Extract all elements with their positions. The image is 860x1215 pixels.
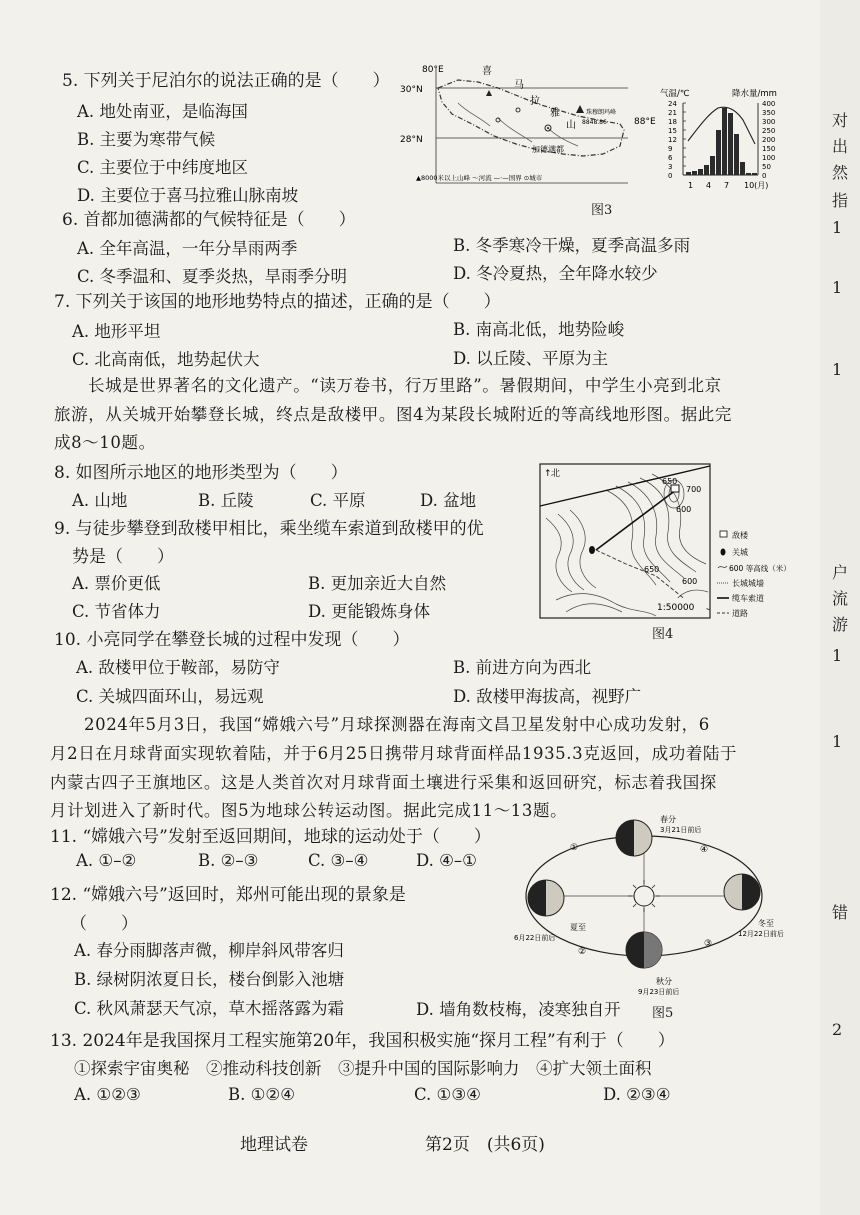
earth-autumn (626, 932, 662, 968)
temp-tick-label: 12 (668, 136, 677, 144)
everest-label: 珠穆朗玛峰 (586, 109, 617, 116)
legend-wall: 长城城墙 (732, 579, 764, 588)
precip-axis-label: 降水量/mm (732, 89, 777, 99)
q11-option-b: B. ②–③ (198, 851, 259, 870)
passage-2-line-4: 月计划进入了新时代。图5为地球公转运动图。据此完成11～13题。 (50, 801, 568, 820)
q13-stem: 13. 2024年是我国探月工程实施第20年，我国积极实施“探月工程”有利于（ ） (50, 1031, 675, 1051)
figure-3-caption: 图3 (591, 203, 613, 218)
q7-option-c: C. 北高南低，地势起伏大 (72, 350, 260, 369)
himalaya-char-5: 山 (566, 120, 576, 131)
figure-4 (536, 460, 816, 640)
q9-stem-line-2: 势是（ ） (72, 547, 174, 567)
lat30-label: 30°N (400, 85, 423, 95)
q7-stem: 7. 下列关于该国的地形地势特点的描述，正确的是（ ） (54, 292, 501, 312)
q5-option-a: A. 地处南亚，是临海国 (77, 102, 248, 121)
q13-option-a: A. ①②③ (74, 1085, 141, 1104)
passage-1-line-1: 长城是世界著名的文化遗产。“读万卷书，行万里路”。暑假期间，中学生小亮到北京 (88, 376, 722, 395)
edge-char: 1 (832, 732, 843, 751)
spring-label: 春分 (660, 815, 676, 824)
lon80-label: 80°E (422, 65, 444, 75)
q5-option-d: D. 主要位于喜马拉雅山脉南坡 (77, 186, 299, 205)
precip-bar (710, 156, 715, 175)
passage-2-line-3: 内蒙古四子王旗地区。这是人类首次对月球背面土壤进行采集和返回研究，标志着我国探 (50, 773, 717, 792)
winter-date: 12月22日前后 (738, 930, 784, 938)
month-tick-label: 1 (688, 181, 694, 190)
edge-char: 然 (832, 163, 849, 182)
figure-4-legend (717, 530, 791, 618)
q5-option-b: B. 主要为寒带气候 (77, 130, 216, 149)
precip-bar (716, 130, 721, 175)
q12-stem-line-2: （ ） (70, 914, 138, 934)
precip-tick-label: 100 (762, 154, 776, 162)
q12-stem-line-1: 12. “嫦娥六号”返回时，郑州可能出现的景象是 (50, 885, 406, 905)
q9-stem-line-1: 9. 与徒步攀登到敌楼甲相比，乘坐缆车索道到敌楼甲的优 (54, 519, 484, 539)
q11-option-d: D. ④–① (416, 851, 477, 870)
nepal-map (400, 64, 656, 183)
q8-option-c: C. 平原 (310, 491, 366, 510)
himalaya-char-1: 喜 (482, 66, 492, 77)
passage-2-line-2: 月2日在月球背面实现软着陆，并于6月25日携带月球背面样品1935.3克返回，成功着陆于 (50, 744, 738, 763)
precip-tick-label: 0 (762, 172, 767, 180)
figure-3 (398, 58, 798, 220)
pass-city-symbol (589, 546, 595, 554)
precip-bar (698, 169, 703, 175)
temp-axis-label: 气温/℃ (660, 89, 690, 99)
lat28-label: 28°N (400, 135, 423, 145)
precip-bar (734, 134, 739, 175)
segment-3-label: ③ (704, 939, 713, 949)
capital-label: 加德满都 (532, 145, 564, 154)
cable-line (596, 490, 676, 550)
spring-date: 3月21日前后 (660, 826, 702, 834)
q10-option-c: C. 关城四面环山，易远观 (76, 687, 264, 706)
summer-date: 6月22日前后 (514, 934, 556, 942)
precip-bar (692, 171, 697, 175)
figure-5-caption: 图5 (652, 1006, 674, 1021)
summer-label: 夏至 (570, 923, 586, 932)
contour-label-2: 650 (662, 477, 678, 486)
q6-option-b: B. 冬季寒冷干燥，夏季高温多雨 (453, 236, 691, 255)
q7-option-b: B. 南高北低，地势险峻 (453, 320, 625, 339)
footer-page-number: 第2页 (共6页) (425, 1135, 545, 1155)
himalaya-char-3: 拉 (530, 96, 540, 107)
month-tick-label: 7 (724, 181, 730, 190)
precip-tick-label: 350 (762, 109, 776, 117)
q12-option-b: B. 绿树阴浓夏日长，楼台倒影入池塘 (74, 970, 345, 989)
q9-option-b: B. 更加亲近大自然 (308, 574, 447, 593)
edge-char: 出 (832, 137, 849, 156)
q10-option-d: D. 敌楼甲海拔高，视野广 (453, 687, 642, 706)
earth-winter (724, 874, 760, 910)
edge-char: 1 (832, 360, 843, 379)
q6-stem: 6. 首都加德满都的气候特征是（ ） (62, 210, 356, 230)
precip-tick-label: 200 (762, 136, 776, 144)
precip-bar (686, 172, 691, 175)
segment-4-label: ④ (700, 845, 709, 855)
q8-option-b: B. 丘陵 (198, 491, 254, 510)
contour-label-3: 700 (686, 485, 702, 494)
precip-bar (704, 165, 709, 175)
q9-option-a: A. 票价更低 (72, 574, 161, 593)
edge-char: 1 (832, 218, 843, 237)
figure-5 (514, 808, 814, 1008)
q12-option-c: C. 秋风萧瑟天气凉，草木摇落露为霜 (74, 999, 345, 1018)
edge-char: 2 (832, 1020, 843, 1039)
temp-tick-label: 18 (668, 118, 677, 126)
winter-label: 冬至 (758, 919, 774, 928)
himalaya-char-2: 马 (514, 80, 524, 91)
precip-tick-label: 250 (762, 127, 776, 135)
temp-tick-label: 15 (668, 127, 677, 135)
scale-label: 1:50000 (657, 603, 695, 613)
tower-jia-symbol (671, 485, 679, 492)
north-label: 北 (551, 469, 561, 479)
north-arrow: ↑ (544, 469, 552, 479)
map-frame (540, 464, 710, 618)
earth-summer (528, 880, 564, 916)
edge-char: 流 (832, 589, 849, 608)
q13-option-c: C. ①③④ (414, 1085, 481, 1104)
precip-tick-label: 150 (762, 145, 776, 153)
edge-char: 1 (832, 278, 843, 297)
legend-contour: 600 等高线（米） (729, 564, 791, 573)
precip-bar (752, 173, 757, 175)
passage-1-line-3: 成8～10题。 (54, 433, 156, 452)
himalaya-char-4: 雅 (550, 108, 560, 119)
legend-pass: 关城 (732, 548, 748, 557)
q6-option-a: A. 全年高温，一年分旱雨两季 (77, 239, 298, 258)
temp-tick-label: 21 (668, 109, 677, 117)
edge-char: 对 (832, 111, 849, 130)
climate-chart (660, 88, 777, 190)
q9-option-d: D. 更能锻炼身体 (308, 602, 431, 621)
great-wall-line (540, 466, 710, 506)
q11-stem: 11. “嫦娥六号”发射至返回期间，地球的运动处于（ ） (50, 827, 491, 847)
map-legend: ▲8000米以上山峰 ～河流 —·—国界 ⊙城市 (416, 174, 543, 182)
legend-road: 道路 (732, 609, 748, 618)
temperature-curve (688, 107, 755, 144)
legend-cable: 缆车索道 (732, 594, 764, 603)
q10-option-b: B. 前进方向为西北 (453, 658, 592, 677)
edge-char: 1 (832, 646, 843, 665)
precip-tick-label: 50 (762, 163, 771, 171)
q11-option-a: A. ①–② (76, 851, 137, 870)
q8-option-d: D. 盆地 (420, 491, 477, 510)
precip-bar (722, 108, 727, 175)
q13-option-b: B. ①②④ (228, 1085, 295, 1104)
autumn-date: 9月23日前后 (638, 988, 680, 996)
everest-height: 8848.86 (582, 119, 607, 126)
q13-option-d: D. ②③④ (603, 1085, 671, 1104)
earth-spring (616, 820, 652, 856)
q11-option-c: C. ③–④ (308, 851, 369, 870)
legend-tower: 敌楼 (732, 531, 748, 540)
temp-tick-label: 6 (668, 154, 673, 162)
temp-tick-label: 9 (668, 145, 673, 153)
q10-stem: 10. 小亮同学在攀登长城的过程中发现（ ） (54, 630, 410, 650)
climate-ticks (668, 100, 775, 190)
precip-tick-label: 400 (762, 100, 776, 108)
figure-4-caption: 图4 (652, 627, 674, 642)
q5-stem: 5. 下列关于尼泊尔的说法正确的是（ ） (62, 71, 390, 91)
segment-1-label: ① (570, 843, 579, 853)
precip-bar (728, 113, 733, 175)
precip-bars (686, 108, 757, 175)
passage-1-line-2: 旅游，从关城开始攀登长城，终点是敌楼甲。图4为某段长城附近的等高线地形图。据此完 (54, 405, 732, 424)
q6-option-c: C. 冬季温和、夏季炎热，旱雨季分明 (77, 267, 348, 286)
q6-option-d: D. 冬冷夏热，全年降水较少 (453, 264, 658, 283)
temp-tick-label: 0 (668, 172, 673, 180)
q7-option-a: A. 地形平坦 (72, 322, 161, 341)
autumn-label: 秋分 (656, 977, 672, 986)
edge-char: 游 (832, 615, 849, 634)
q8-stem: 8. 如图所示地区的地形类型为（ ） (54, 463, 348, 483)
precip-bar (740, 162, 745, 175)
edge-char: 指 (832, 191, 849, 210)
month-tick-label: 10(月) (744, 181, 769, 190)
precip-bar (746, 173, 751, 175)
contour-label-1: 600 (676, 505, 692, 514)
q5-option-c: C. 主要位于中纬度地区 (77, 158, 249, 177)
footer-subject: 地理试卷 (240, 1135, 308, 1155)
edge-char: 错 (832, 903, 849, 922)
q8-option-a: A. 山地 (72, 491, 128, 510)
contour-label-4: 650 (644, 565, 660, 574)
contour-lines (546, 474, 708, 616)
edge-char: 户 (832, 563, 849, 582)
q7-option-d: D. 以丘陵、平原为主 (453, 349, 609, 368)
q13-items: ①探索宇宙奥秘 ②推动科技创新 ③提升中国的国际影响力 ④扩大领土面积 (74, 1059, 652, 1078)
q9-option-c: C. 节省体力 (72, 602, 161, 621)
month-tick-label: 4 (706, 181, 712, 190)
q12-option-d: D. 墙角数枝梅，凌寒独自开 (416, 1000, 621, 1019)
q10-option-a: A. 敌楼甲位于鞍部，易防守 (76, 658, 280, 677)
temp-tick-label: 3 (668, 163, 673, 171)
passage-2-line-1: 2024年5月3日，我国“嫦娥六号”月球探测器在海南文昌卫星发射中心成功发射，6 (84, 715, 710, 734)
segment-2-label: ② (578, 947, 587, 957)
temp-tick-label: 24 (668, 100, 677, 108)
contour-label-5: 600 (682, 577, 698, 586)
q12-option-a: A. 春分雨脚落声微，柳岸斜风带客归 (74, 941, 344, 960)
precip-tick-label: 300 (762, 118, 776, 126)
lon88-label: 88°E (634, 117, 656, 127)
